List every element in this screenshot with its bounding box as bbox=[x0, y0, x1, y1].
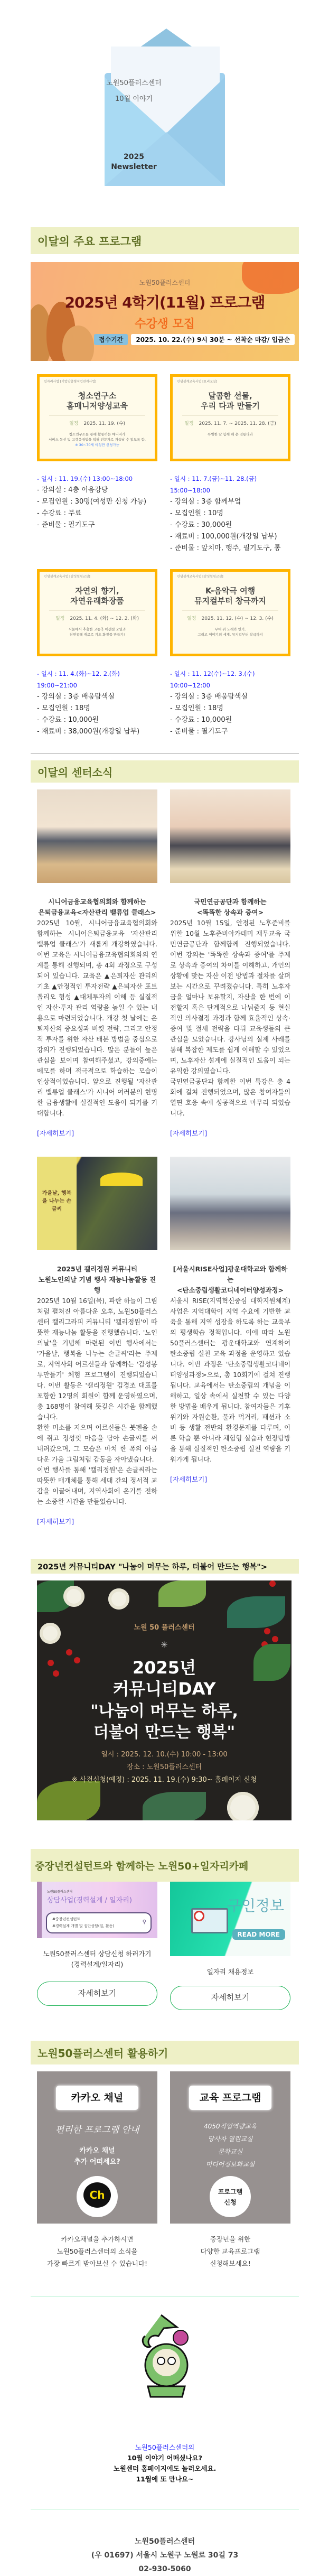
consult-image-title: 상담사업(경력설계 / 일자리) bbox=[47, 1896, 132, 1904]
edu-item: 4050직업역량교육 bbox=[203, 2123, 257, 2130]
program-detail-item: - 모집인원 : 18명 bbox=[37, 704, 90, 712]
kakao-hand-text: 편리한 프로그램 안내 bbox=[55, 2125, 139, 2135]
program-title-2: 자연유래화장품 bbox=[70, 596, 124, 606]
kakao-ch-label: Ch bbox=[83, 2182, 111, 2208]
news-title-2: 은퇴금융교육<자산관리 밸류업 클래스> bbox=[38, 908, 156, 916]
news-paragraph: 2025년 10월, 시니어금융교육협의회와 함께하는 시니어은퇴금융교육 '자산관리 밸류업 클래스'가 새롭게 개강하였습니다. 이번 교육은 시니어금융교육협의회와의 연계를 통해 진행되며, 총 4회 과정으로 구성되어 있습니다. 교육은 ▲은퇴자산 관리의 기초 ▲안정적인 투자전략 ▲은퇴자산 포트폴리오 형성 ▲대체투자의 이해 등 실질적인 자산·투자 관리 역량을 높일 수 있는 내용으로 마련되었습니다. 개강 첫 날에는 은퇴자산의 중요성과 버킷 전략, 그리고 안정적 투자를 위한 자산 배분 방법을 중심으로 강의가 진행되었습니다. 많은 분들이 높은 관심을 보이며 참여해주셨고, 강의중에는 메모를 하며 적극적으로 학습하는 모습이 인상적이었습니다. 앞으로 진행될 '자산관리 밸류업 클래스'가 시니어 여러분의 현명한 금융생활에 실질적인 도움이 되기를 기대합니다. bbox=[37, 919, 157, 1117]
schedule-label: 일정 bbox=[69, 421, 79, 426]
schedule-date: 2025. 11. 12. (수) ~ 12. 3. (수) bbox=[201, 616, 274, 621]
consult-image[interactable] bbox=[37, 1882, 157, 1938]
program-desc-2: 그리고 이야기의 세계, 뮤지컬부터 창극까지 bbox=[198, 633, 263, 637]
kakao-line-2: 추가 어떠세요? bbox=[74, 2158, 120, 2166]
program-detail-item: - 모집인원 : 30명(여성만 신청 가능) bbox=[37, 498, 147, 506]
apply-label-2: 신청 bbox=[224, 2199, 237, 2206]
mascot-icon bbox=[132, 2312, 195, 2402]
kakao-desc-1: 카카오채널을 추가하시면 bbox=[61, 2235, 134, 2243]
consult-image-org: 노원50플러스센터 bbox=[47, 1890, 73, 1894]
schedule-date: 2025. 11. 19. (수) bbox=[83, 421, 126, 426]
program-note: ※ 30~70세 여성만 신청가능 bbox=[75, 443, 119, 447]
program-card[interactable] bbox=[170, 374, 290, 461]
program-tag: 일자리사업 [기업맞춤형직업연계사업] bbox=[44, 380, 97, 384]
news-grid bbox=[37, 789, 299, 1526]
program-detail-item: - 재료비 : 100,000원(개강일 납부) bbox=[170, 533, 277, 541]
edu-desc-3: 신청해보세요! bbox=[210, 2259, 251, 2267]
consult-tag-1: #중장년컨설턴트 bbox=[52, 1917, 81, 1921]
news-title: 국민연금공단과 함께하는 bbox=[194, 898, 267, 906]
program-card[interactable] bbox=[37, 569, 157, 656]
job-card-consult bbox=[37, 1882, 157, 2010]
footer-phone: 02-930-5060 bbox=[138, 2565, 191, 2573]
poster-org: 노원 50 플러스센터 bbox=[134, 1624, 195, 1632]
news-photo[interactable] bbox=[37, 789, 157, 883]
job-card-recruit bbox=[170, 1882, 290, 2010]
edu-box-title: 교육 프로그램 bbox=[189, 2086, 271, 2110]
program-desc: 청소연구소를 통해 활동하는 매니저가 bbox=[69, 432, 126, 436]
consult-subtitle: (경력설계/일자리) bbox=[71, 1960, 124, 1968]
program-card[interactable] bbox=[37, 374, 157, 461]
program-details bbox=[37, 473, 157, 554]
recruit-image-title: 구인정보 bbox=[227, 1897, 284, 1914]
program-detail-item: - 강의실 : 3층 배움탐색실 bbox=[170, 693, 248, 701]
photo-sign: 가을날, 행복을 나누는 손글씨 bbox=[37, 1157, 77, 1250]
kakao-channel-icon[interactable] bbox=[77, 2176, 118, 2217]
program-detail-item: - 준비물 : 필기도구 bbox=[37, 521, 95, 529]
schedule-label: 일정 bbox=[55, 616, 65, 621]
banner-title: 2025년 4학기(11월) 프로그램 bbox=[64, 294, 265, 311]
program-title: 달콤한 선물, bbox=[208, 391, 252, 401]
edu-item: 당사자 열린교실 bbox=[208, 2135, 253, 2143]
section-header-community: 2025년 커뮤니티DAY "나눔이 머무는 하루, 더불어 만드는 행복"> bbox=[31, 1559, 299, 1574]
poster-slogan-1: "나눔이 머무는 하루, bbox=[90, 1702, 238, 1721]
poster-apply: ※ 사전신청(예정) : 2025. 11. 19.(수) 9:30~ 홈페이지 신청 bbox=[71, 1776, 257, 1784]
kakao-card bbox=[37, 2071, 157, 2270]
program-title: K-음악극 여행 bbox=[205, 586, 256, 596]
consult-tag-2: #경력설계 개별 및 집단상담(일, 활동) bbox=[52, 1924, 115, 1928]
program-tag: 인생설계교육사업 [감성힐링교실] bbox=[177, 575, 223, 579]
program-detail-item: - 일시 : 11. 4.(화)~12. 2.(화) 19:00~21:00 bbox=[37, 670, 120, 689]
footer-address: (우 01697) 서울시 노원구 노원로 30길 73 bbox=[91, 2551, 239, 2560]
news-title: 시니어금융교육협의회와 함께하는 bbox=[48, 898, 146, 906]
program-title: 자연의 향기, bbox=[75, 586, 119, 596]
program-apply-button[interactable] bbox=[210, 2176, 251, 2217]
news-photo[interactable] bbox=[170, 789, 290, 883]
kakao-channel-banner[interactable] bbox=[37, 2071, 157, 2224]
program-detail-item: - 모집인원 : 10명 bbox=[170, 509, 223, 517]
program-detail-item: - 일시 : 11. 19.(수) 13:00~18:00 bbox=[37, 475, 133, 482]
program-detail-item: - 수강료 : 30,000원 bbox=[170, 521, 232, 529]
news-paragraph: 국민연금공단과 함께한 이번 특강은 총 4회에 걸쳐 진행되었으며, 많은 참여자들의 열띤 호응 속에 성공적으로 마무리 되었습니다. bbox=[170, 1078, 290, 1117]
banner-period: 2025. 10. 22.(수) 9시 30분 ~ 선착순 마감/ 입금순 bbox=[131, 334, 295, 345]
banner-org: 노원50플러스센터 bbox=[139, 279, 191, 286]
program-details bbox=[170, 668, 290, 738]
recruit-image[interactable] bbox=[170, 1882, 290, 1956]
header-org: 노원50플러스센터 bbox=[106, 79, 162, 87]
edu-desc-1: 중장년을 위한 bbox=[210, 2235, 251, 2243]
news-item bbox=[170, 1157, 290, 1526]
schedule-date: 2025. 11. 7. ~ 2025. 11. 28. (금) bbox=[199, 421, 276, 426]
program-detail-item: - 수강료 : 10,000원 bbox=[37, 716, 99, 724]
program-detail-item: - 재료비 : 38,000원(개강일 납부) bbox=[37, 728, 140, 736]
news-paragraph: 서울시 RISE(지역혁신중심 대학지원체계)사업은 지역대학이 지역 수요에 기반한 교육을 통해 지역 성장을 하도록 하는 교육부의 평생학습 정책입니다. 이에 따라 노원50플러스센터는 광운대학교와 연계하여 탄소중립 실천 교육 과정을 운영하고 있습니다. 이번 과정은 '탄소중립생활코디네이터양성과정>으로, 총 10회기에 걸쳐 진행됩니다. 교육에서는 탄소중립의 개념을 이해하고, 일상 속에서 실천할 수 있는 다양한 방법을 배우게 됩니다. 참여자들은 기후위기와 자원순환, 물과 먹거리, 패션과 소비 등 생활 전반의 환경문제를 다루며, 이론 학습 뿐 아니라 체험형 실습과 현장탐방을 통해 실질적인 탄소중립 실천 역량을 키워가게 됩니다. bbox=[170, 1297, 290, 1463]
newsletter-header bbox=[0, 0, 329, 227]
program-title-2: 우리 다과 만들기 bbox=[201, 401, 260, 411]
consult-title: 노원50플러스센터 상담신청 하러가기 bbox=[43, 1950, 152, 1958]
program-detail-item: - 강의실 : 3층 배움탐색실 bbox=[37, 693, 115, 701]
edu-program-banner[interactable] bbox=[170, 2071, 290, 2224]
program-detail-item: - 일시 : 11. 7.(금)~11. 28.(금) 15:00~18:00 bbox=[170, 475, 257, 494]
poster-title: 커뮤니티DAY bbox=[112, 1679, 216, 1699]
program-title: 청소연구소 bbox=[78, 391, 117, 401]
program-detail-item: - 강의실 : 3층 함께부엌 bbox=[170, 498, 241, 506]
program-detail-item: - 준비물 : 필기도구 bbox=[170, 728, 228, 736]
news-detail-link[interactable]: [자세히보기] bbox=[170, 1475, 208, 1483]
kakao-desc-2: 노원50플러스센터의 소식을 bbox=[57, 2247, 138, 2255]
recruit-title: 일자리 채용정보 bbox=[206, 1968, 254, 1976]
edu-card bbox=[170, 2071, 290, 2270]
use-grid bbox=[37, 2071, 299, 2270]
news-paragraph: 2025년 10월 16일(목), 파란 하늘이 그림처럼 펼쳐진 아름다운 오후, 노원50플러스센터 캘리그라피 커뮤니티 '캘리정원'이 따뜻한 재능나눔 활동을 진행했습니다. '노인의날'을 기념해 마련된 이번 행사에서는 '가을날, 행복을 나누는 손글씨'라는 주제로, 지역사회 어르신들과 함께하는 '감성봉투만들기' 체험 프로그램이 진행되었습니다. 이번 활동은 '캘리정원' 김경조 대표를 포함한 12명의 회원이 함께 운영하였으며, 총 168명이 참여해 뜻깊은 시간을 함께했습니다. bbox=[37, 1297, 157, 1421]
news-detail-link[interactable]: [자세히보기] bbox=[37, 1129, 74, 1137]
search-icon: ⚲ bbox=[142, 1919, 146, 1925]
news-title-2: 노원노인의날 기념 행사 재능나눔활동 진행 bbox=[38, 1276, 156, 1294]
recruit-detail-button[interactable]: 자세히보기 bbox=[170, 1986, 290, 2010]
jobs-grid bbox=[37, 1882, 299, 2010]
header-newsletter: Newsletter bbox=[111, 163, 157, 171]
section-header-news: 이달의 센터소식 bbox=[31, 760, 299, 783]
closing-line-1: 노원50플러스센터의 bbox=[135, 2443, 195, 2451]
edu-item: 미디어정보화교실 bbox=[205, 2161, 255, 2168]
clock-icon bbox=[194, 1911, 204, 1921]
edu-item: 문화교실 bbox=[218, 2148, 243, 2155]
poster-place: 장소 : 노원50플러스센터 bbox=[126, 1763, 202, 1771]
news-title-2: <똑똑한 상속과 증여> bbox=[196, 908, 264, 916]
program-tag: 인생설계교육사업 [감성힐링교실] bbox=[44, 575, 90, 579]
news-paragraph: 환한 미소를 지으며 어르신들은 붓펜을 손에 쥐고 정성껏 마음을 담아 손글씨를 써 내려갔으며, 그 모습은 마치 한 폭의 아름다운 가을 그림처럼 감동을 자아냈습니다. bbox=[37, 1424, 157, 1463]
snowflake-icon: ✳ bbox=[161, 1640, 168, 1650]
header-month: 10월 이야기 bbox=[115, 95, 153, 103]
section-header-use: 노원50플러스센터 활용하기 bbox=[31, 2041, 299, 2064]
community-day-poster[interactable] bbox=[37, 1580, 292, 1820]
closing-line-4: 11월에 또 만나요~ bbox=[136, 2475, 194, 2483]
kakao-line-1: 카카오 채널 bbox=[79, 2147, 115, 2155]
program-title-2: 뮤지컬부터 창극까지 bbox=[194, 596, 266, 606]
edu-desc-2: 다양한 교육프로그램 bbox=[200, 2247, 260, 2255]
poster-date: 일시 : 2025. 12. 10.(수) 10:00 - 13:00 bbox=[101, 1751, 228, 1759]
banner-period-label: 접수기간 bbox=[94, 334, 128, 345]
footer bbox=[31, 2535, 299, 2576]
program-detail-item: - 일시 : 11. 12(수)~12. 3.(수) 10:00~12:00 bbox=[170, 670, 255, 689]
poster-slogan-2: 더불어 만드는 행복" bbox=[93, 1723, 236, 1742]
program-detail-item: - 모집인원 : 18명 bbox=[170, 704, 223, 712]
news-item bbox=[37, 1157, 157, 1526]
read-more-badge: READ MORE bbox=[232, 1929, 285, 1940]
closing-message bbox=[31, 2442, 299, 2485]
closing-line-2: 10월 이야기 어떠셨나요? bbox=[127, 2454, 203, 2462]
schedule-date: 2025. 11. 4. (화) ~ 12. 2. (화) bbox=[70, 616, 139, 621]
footer-name: 노원50플러스센터 bbox=[134, 2537, 195, 2546]
program-desc: 무대 위 노래와 연기, bbox=[214, 627, 246, 631]
program-card[interactable] bbox=[170, 569, 290, 656]
program-detail-item: - 수강료 : 10,000원 bbox=[170, 716, 232, 724]
section-header-jobs: 중장년컨설턴트와 함께하는 노원50+일자리카페 bbox=[31, 1849, 299, 1882]
program-tag: 인생설계교육사업 [요리교실] bbox=[177, 380, 218, 384]
program-desc: 특별한 날 함께 해 온 전통다과 bbox=[208, 432, 253, 436]
program-detail-item: - 강의실 : 4층 이음강당 bbox=[37, 486, 108, 494]
news-item bbox=[170, 789, 290, 1138]
news-title: [서울시RISE사업]광운대학교와 함께하는 bbox=[173, 1265, 288, 1284]
schedule-label: 일정 bbox=[187, 616, 196, 621]
program-banner[interactable] bbox=[31, 262, 299, 361]
header-year: 2025 bbox=[124, 153, 144, 161]
kakao-box-title: 카카오 채널 bbox=[56, 2086, 138, 2110]
banner-subtitle: 수강생 모집 bbox=[135, 318, 195, 331]
program-detail-item: - 수강료 : 무료 bbox=[37, 509, 82, 517]
program-details bbox=[170, 473, 290, 554]
news-photo[interactable] bbox=[37, 1157, 157, 1250]
news-paragraph: 2025년 10월 15일, 안정된 노후준비를 위한 10월 노후준비아카데미 재무교육 국민연금공단과 함께함께 진행되었습니다. 이번 강의는 '똑똑한 상속과 증여'를 주제로 상속과 증여의 차이를 이해하고, 개인의 상황에 맞는 자산 이전 방법과 절차를 살펴보는 시간으로 꾸려졌습니다. 특히 노후자금을 얼마나 보유할지, 자산을 한 번에 이전할지 혹은 단계적으로 나눠줄지 등 현실적인 의사결정 과정과 함께 효율적인 상속·증여 및 절세 전략을 다뤄 교육생들의 큰 관심을 모았습니다. 강사님의 실제 사례를 통해 복잡한 제도를 쉽게 이해할 수 있었으며, 노후자산 설계에 실질적인 도움이 되는 유익한 강의였습니다. bbox=[170, 919, 290, 1075]
schedule-label: 일정 bbox=[184, 421, 194, 426]
mascot-image bbox=[31, 2296, 299, 2402]
program-desc: 식물에서 추출한 고농축 에센셜 오일과 bbox=[68, 627, 126, 631]
program-grid bbox=[37, 374, 299, 738]
news-title-2: <탄소중립생활코디네이터양성과정> bbox=[176, 1286, 284, 1294]
news-photo[interactable] bbox=[170, 1157, 290, 1250]
program-details bbox=[37, 668, 157, 738]
apply-label-1: 프로그램 bbox=[218, 2188, 243, 2196]
program-title-2: 홈매니저양성교육 bbox=[67, 401, 128, 411]
consult-detail-button[interactable]: 자세히보기 bbox=[37, 1982, 157, 2006]
news-paragraph: 이번 행사를 통해 '캘리정원'은 손글씨라는 따뜻한 매개체를 통해 세대 간의 정서적 교감을 이끌어내며, 지역사회에 온기를 전하는 소중한 시간을 만들었습니다. bbox=[37, 1466, 157, 1505]
kakao-desc-3: 가장 빠르게 받아보실 수 있습니다! bbox=[47, 2259, 147, 2267]
poster-year: 2025년 bbox=[133, 1658, 196, 1678]
news-item bbox=[37, 789, 157, 1138]
news-detail-link[interactable]: [자세히보기] bbox=[37, 1518, 74, 1526]
program-desc-2: 천연유래 재료로 기초 화장품 만들기! bbox=[69, 633, 125, 637]
section-header-programs: 이달의 주요 프로그램 bbox=[31, 227, 299, 254]
news-detail-link[interactable]: [자세히보기] bbox=[170, 1129, 208, 1137]
news-title: 2025년 캘리정원 커뮤니티 bbox=[57, 1265, 138, 1273]
program-detail-item: - 준비물 : 앞치마, 행주, 필기도구, 통 bbox=[170, 544, 281, 552]
program-desc-2: 서비스 동선 및 고객응대법을 익혀 전문가로 거듭날 수 있도록 함. bbox=[49, 438, 146, 442]
closing-line-3: 노원센터 홈페이지에도 놀러오세요. bbox=[113, 2465, 217, 2472]
